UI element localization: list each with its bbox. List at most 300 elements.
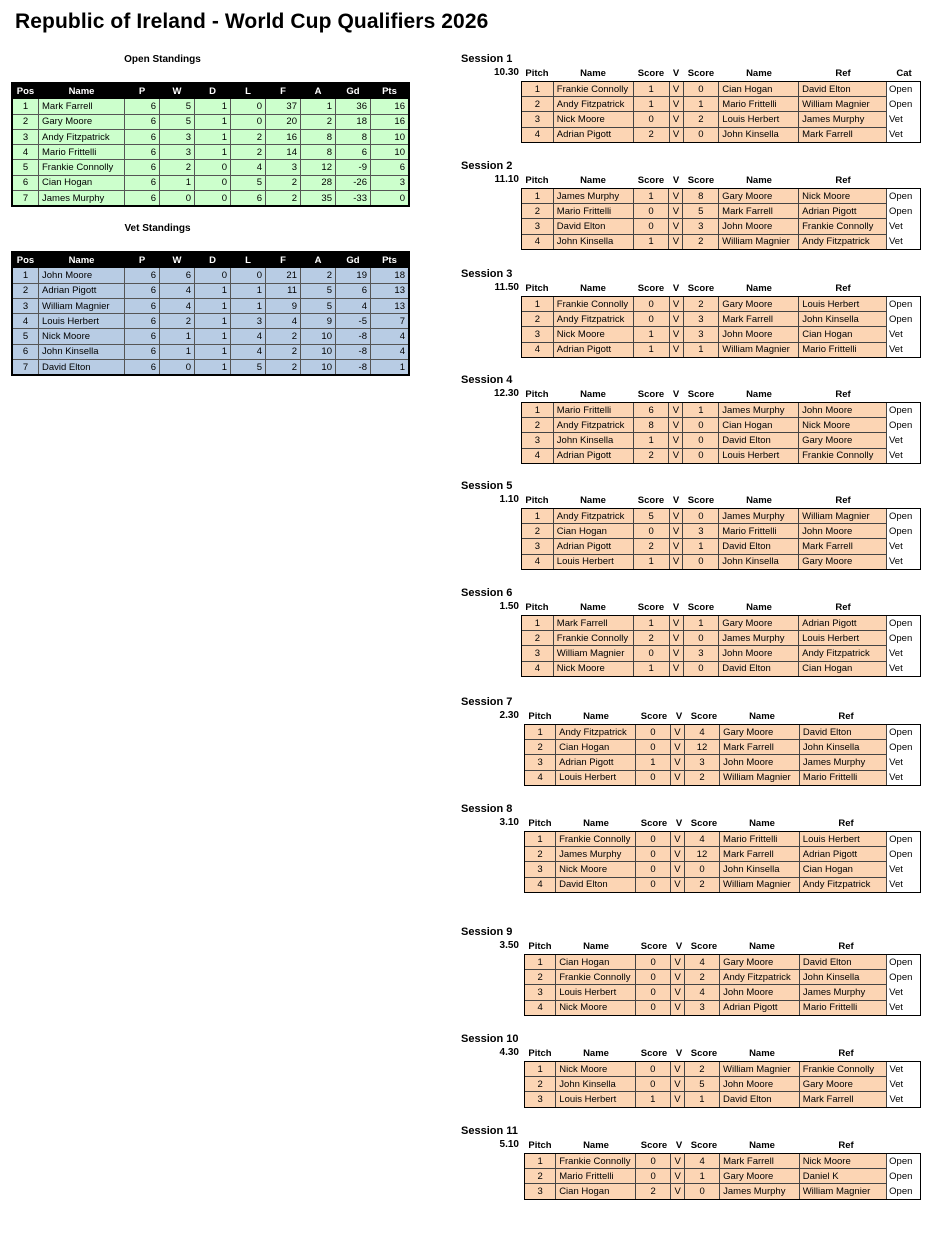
fixture-player-2: John Moore bbox=[720, 985, 800, 1000]
fixture-score-1: 0 bbox=[636, 1169, 671, 1184]
standings-cell-p: 6 bbox=[125, 298, 160, 313]
session-time: 1.10 bbox=[499, 494, 519, 505]
standings-cell-w: 4 bbox=[160, 283, 195, 298]
fixture-score-1: 0 bbox=[636, 862, 671, 877]
fixture-pitch: 3 bbox=[522, 327, 554, 342]
fixture-score-1: 0 bbox=[636, 985, 671, 1000]
fixture-referee: John Kinsella bbox=[799, 740, 886, 755]
fixture-pitch: 1 bbox=[522, 403, 554, 418]
fixture-score-1: 2 bbox=[633, 631, 669, 646]
fixture-score-2: 0 bbox=[685, 1184, 720, 1199]
fixture-score-1: 1 bbox=[633, 554, 669, 569]
fixture-versus: V bbox=[670, 862, 684, 877]
fixture-referee: John Kinsella bbox=[799, 970, 886, 985]
fixture-referee: Mark Farrell bbox=[799, 127, 887, 142]
standings-cell-pts: 13 bbox=[371, 298, 409, 313]
fixture-player-2: Gary Moore bbox=[719, 616, 799, 631]
session-block bbox=[461, 268, 921, 368]
standings-cell-d: 1 bbox=[195, 298, 231, 313]
fixture-header-ref: Ref bbox=[835, 602, 851, 613]
fixture-header-ref: Ref bbox=[835, 283, 851, 294]
fixture-category: Vet bbox=[887, 433, 921, 448]
standings-cell-name: Mario Frittelli bbox=[39, 145, 125, 160]
fixture-versus: V bbox=[670, 877, 684, 892]
standings-header-a: A bbox=[301, 253, 336, 268]
standings-cell-p: 6 bbox=[125, 329, 160, 344]
fixture-referee: Mario Frittelli bbox=[799, 342, 887, 357]
fixture-referee: Cian Hogan bbox=[799, 327, 887, 342]
fixture-score-2: 0 bbox=[683, 631, 719, 646]
fixture-player-2: William Magnier bbox=[720, 877, 800, 892]
fixture-player-2: James Murphy bbox=[719, 631, 799, 646]
standings-header-a: A bbox=[301, 84, 336, 99]
standings-cell-a: 12 bbox=[301, 160, 336, 175]
fixture-header-name2: Name bbox=[746, 175, 772, 186]
fixture-player-1: James Murphy bbox=[556, 847, 636, 862]
fixture-referee: Louis Herbert bbox=[799, 832, 886, 847]
fixture-row bbox=[522, 433, 921, 448]
fixture-player-2: David Elton bbox=[719, 539, 799, 554]
standings-cell-w: 4 bbox=[160, 298, 195, 313]
fixture-player-1: Adrian Pigott bbox=[553, 448, 633, 463]
standings-cell-gd: 6 bbox=[336, 283, 371, 298]
fixture-score-1: 0 bbox=[635, 1077, 670, 1092]
fixture-player-2: John Kinsella bbox=[719, 554, 799, 569]
fixture-header-score2: Score bbox=[687, 283, 715, 294]
fixture-referee: Cian Hogan bbox=[799, 661, 887, 676]
fixture-score-1: 0 bbox=[633, 312, 669, 327]
session-time: 5.10 bbox=[499, 1139, 519, 1150]
fixture-player-2: John Moore bbox=[720, 755, 800, 770]
fixture-player-1: Nick Moore bbox=[553, 661, 633, 676]
standings-header-name: Name bbox=[39, 84, 125, 99]
fixture-header-v: V bbox=[672, 389, 680, 400]
fixture-header-pitch: Pitch bbox=[525, 389, 549, 400]
session-time: 3.50 bbox=[499, 940, 519, 951]
fixture-versus: V bbox=[670, 847, 684, 862]
fixture-player-1: Louis Herbert bbox=[556, 770, 636, 785]
standings-cell-a: 2 bbox=[301, 268, 336, 283]
fixture-category: Vet bbox=[887, 862, 921, 877]
fixture-pitch: 4 bbox=[522, 661, 554, 676]
fixture-versus: V bbox=[669, 234, 683, 249]
fixture-header-name2: Name bbox=[746, 389, 772, 400]
fixture-score-2: 3 bbox=[683, 524, 719, 539]
fixture-row bbox=[522, 539, 921, 554]
standings-cell-name: Nick Moore bbox=[39, 329, 125, 344]
standings-cell-a: 8 bbox=[301, 129, 336, 144]
fixture-row bbox=[522, 509, 921, 524]
standings-cell-gd: -9 bbox=[336, 160, 371, 175]
open-standings-table bbox=[12, 83, 409, 206]
fixture-versus: V bbox=[669, 539, 683, 554]
fixture-versus: V bbox=[670, 832, 684, 847]
fixture-header-v: V bbox=[672, 175, 680, 186]
fixture-versus: V bbox=[669, 433, 683, 448]
fixture-category: Open bbox=[887, 725, 921, 740]
fixture-row bbox=[525, 1000, 921, 1015]
standings-header-gd: Gd bbox=[336, 253, 371, 268]
fixture-referee: James Murphy bbox=[799, 985, 886, 1000]
standings-cell-gd: -8 bbox=[336, 329, 371, 344]
fixture-header-cat: Cat bbox=[896, 68, 912, 79]
fixture-player-1: Adrian Pigott bbox=[553, 127, 633, 142]
fixture-score-1: 2 bbox=[633, 127, 669, 142]
fixture-referee: Gary Moore bbox=[799, 433, 887, 448]
fixture-header-name: Name bbox=[583, 711, 609, 722]
fixture-versus: V bbox=[669, 219, 683, 234]
fixture-pitch: 1 bbox=[525, 725, 556, 740]
fixture-pitch: 4 bbox=[522, 127, 554, 142]
standings-row bbox=[13, 268, 409, 283]
fixture-pitch: 1 bbox=[522, 509, 554, 524]
fixture-score-1: 0 bbox=[633, 646, 669, 661]
fixture-score-1: 2 bbox=[636, 1184, 671, 1199]
standings-cell-a: 28 bbox=[301, 175, 336, 190]
fixture-pitch: 3 bbox=[525, 985, 556, 1000]
fixture-row bbox=[522, 297, 921, 312]
fixture-versus: V bbox=[669, 448, 683, 463]
standings-row bbox=[13, 99, 409, 114]
standings-cell-pos: 5 bbox=[13, 329, 39, 344]
standings-cell-gd: 8 bbox=[336, 129, 371, 144]
standings-header-f: F bbox=[266, 253, 301, 268]
standings-cell-l: 4 bbox=[231, 344, 266, 359]
standings-cell-gd: -26 bbox=[336, 175, 371, 190]
fixture-row bbox=[522, 554, 921, 569]
fixture-versus: V bbox=[671, 1154, 685, 1169]
fixture-player-1: David Elton bbox=[556, 877, 636, 892]
fixtures-table bbox=[521, 615, 921, 677]
fixture-referee: Louis Herbert bbox=[799, 297, 887, 312]
fixture-score-2: 3 bbox=[684, 755, 719, 770]
fixture-category: Vet bbox=[887, 1092, 921, 1107]
fixture-row bbox=[522, 631, 921, 646]
fixture-row bbox=[522, 189, 921, 204]
session-block bbox=[461, 1125, 921, 1225]
fixture-referee: Mark Farrell bbox=[799, 539, 887, 554]
fixture-category: Vet bbox=[886, 327, 920, 342]
standings-cell-name: Mark Farrell bbox=[39, 99, 125, 114]
fixture-versus: V bbox=[670, 1092, 684, 1107]
fixture-player-2: John Moore bbox=[720, 1077, 800, 1092]
fixture-row bbox=[522, 234, 921, 249]
standings-row bbox=[13, 114, 409, 129]
fixture-referee: Andy Fitzpatrick bbox=[799, 646, 887, 661]
session-time: 11.50 bbox=[494, 282, 519, 293]
standings-cell-l: 1 bbox=[231, 283, 266, 298]
session-block bbox=[461, 480, 921, 580]
standings-cell-name: William Magnier bbox=[39, 298, 125, 313]
fixture-player-1: Andy Fitzpatrick bbox=[553, 312, 633, 327]
fixture-player-2: Mark Farrell bbox=[720, 847, 800, 862]
standings-row bbox=[13, 344, 409, 359]
fixture-player-2: William Magnier bbox=[719, 342, 799, 357]
fixture-player-1: Cian Hogan bbox=[556, 955, 636, 970]
fixture-header-ref: Ref bbox=[835, 175, 851, 186]
fixture-score-2: 2 bbox=[683, 297, 719, 312]
fixture-player-1: Frankie Connolly bbox=[556, 1154, 636, 1169]
fixture-score-2: 0 bbox=[683, 82, 719, 97]
fixture-score-2: 1 bbox=[683, 403, 719, 418]
session-block bbox=[461, 587, 921, 687]
standings-cell-pts: 10 bbox=[371, 129, 409, 144]
fixture-referee: Gary Moore bbox=[799, 1077, 887, 1092]
standings-row bbox=[13, 160, 409, 175]
fixture-versus: V bbox=[670, 1077, 684, 1092]
fixture-category: Vet bbox=[887, 1000, 921, 1015]
fixture-player-1: Louis Herbert bbox=[553, 554, 633, 569]
session-block bbox=[461, 803, 921, 903]
standings-cell-f: 16 bbox=[266, 129, 301, 144]
fixture-score-2: 2 bbox=[683, 112, 719, 127]
fixture-category: Open bbox=[887, 631, 921, 646]
fixture-category: Open bbox=[887, 403, 921, 418]
standings-cell-p: 6 bbox=[125, 191, 160, 206]
fixture-header-v: V bbox=[672, 495, 680, 506]
standings-cell-pts: 3 bbox=[371, 175, 409, 190]
fixture-player-1: Louis Herbert bbox=[556, 1092, 635, 1107]
fixture-pitch: 1 bbox=[522, 616, 554, 631]
fixture-header-pitch: Pitch bbox=[525, 602, 549, 613]
standings-cell-gd: 36 bbox=[336, 99, 371, 114]
standings-cell-w: 2 bbox=[160, 314, 195, 329]
fixture-referee: Frankie Connolly bbox=[799, 219, 887, 234]
standings-header-p: P bbox=[125, 253, 160, 268]
fixture-player-1: John Kinsella bbox=[556, 1077, 635, 1092]
standings-header-pts: Pts bbox=[371, 253, 409, 268]
fixture-header-name2: Name bbox=[749, 1140, 775, 1151]
standings-cell-f: 4 bbox=[266, 314, 301, 329]
standings-cell-l: 1 bbox=[231, 298, 266, 313]
fixture-player-2: David Elton bbox=[719, 661, 799, 676]
fixture-header-pitch: Pitch bbox=[528, 941, 552, 952]
fixture-score-2: 1 bbox=[683, 616, 719, 631]
standings-cell-a: 10 bbox=[301, 360, 336, 375]
fixture-header-name2: Name bbox=[749, 711, 775, 722]
standings-cell-f: 2 bbox=[266, 360, 301, 375]
fixture-player-1: Frankie Connolly bbox=[556, 832, 636, 847]
fixture-player-2: Gary Moore bbox=[720, 725, 800, 740]
fixture-header-score: Score bbox=[637, 68, 665, 79]
standings-cell-name: James Murphy bbox=[39, 191, 125, 206]
fixture-score-2: 2 bbox=[684, 1062, 719, 1077]
fixture-header-name: Name bbox=[580, 175, 606, 186]
fixture-pitch: 3 bbox=[522, 112, 554, 127]
standings-cell-pos: 5 bbox=[13, 160, 39, 175]
standings-cell-p: 6 bbox=[125, 360, 160, 375]
fixture-row bbox=[522, 204, 921, 219]
standings-cell-w: 0 bbox=[160, 360, 195, 375]
fixture-pitch: 4 bbox=[522, 342, 554, 357]
fixture-row bbox=[522, 342, 921, 357]
fixture-header-score: Score bbox=[637, 175, 665, 186]
fixture-player-2: David Elton bbox=[720, 1092, 800, 1107]
fixture-category: Vet bbox=[887, 448, 921, 463]
fixture-score-2: 4 bbox=[685, 985, 720, 1000]
fixture-header-score: Score bbox=[640, 1140, 668, 1151]
fixture-header-pitch: Pitch bbox=[528, 711, 552, 722]
standings-cell-p: 6 bbox=[125, 145, 160, 160]
fixture-category: Open bbox=[887, 616, 921, 631]
fixture-score-2: 0 bbox=[684, 862, 719, 877]
fixture-row bbox=[522, 403, 921, 418]
fixture-category: Vet bbox=[886, 112, 920, 127]
standings-cell-w: 2 bbox=[160, 160, 195, 175]
fixture-referee: Nick Moore bbox=[799, 418, 887, 433]
standings-cell-d: 1 bbox=[195, 344, 231, 359]
standings-header-w: W bbox=[160, 84, 195, 99]
fixture-pitch: 1 bbox=[525, 832, 556, 847]
standings-cell-d: 0 bbox=[195, 175, 231, 190]
fixture-versus: V bbox=[669, 631, 683, 646]
fixture-pitch: 2 bbox=[522, 97, 554, 112]
fixture-header-name: Name bbox=[580, 283, 606, 294]
fixture-player-1: Adrian Pigott bbox=[553, 539, 633, 554]
fixture-pitch: 2 bbox=[525, 740, 556, 755]
fixture-player-2: Mark Farrell bbox=[719, 204, 799, 219]
standings-cell-pos: 4 bbox=[13, 145, 39, 160]
fixture-player-1: Nick Moore bbox=[556, 1062, 635, 1077]
standings-row bbox=[13, 314, 409, 329]
fixture-row bbox=[522, 312, 921, 327]
fixture-pitch: 1 bbox=[525, 1062, 556, 1077]
fixture-pitch: 3 bbox=[522, 646, 554, 661]
standings-row bbox=[13, 329, 409, 344]
session-time: 10.30 bbox=[493, 67, 519, 78]
fixture-referee: James Murphy bbox=[799, 755, 886, 770]
fixture-category: Vet bbox=[886, 127, 920, 142]
fixture-score-1: 0 bbox=[633, 112, 669, 127]
fixture-score-2: 2 bbox=[683, 234, 719, 249]
standings-cell-a: 10 bbox=[301, 344, 336, 359]
session-time: 3.10 bbox=[499, 817, 519, 828]
fixture-category: Open bbox=[887, 418, 921, 433]
standings-cell-gd: 19 bbox=[336, 268, 371, 283]
fixture-header-pitch: Pitch bbox=[525, 175, 549, 186]
fixture-pitch: 2 bbox=[522, 418, 554, 433]
fixture-player-1: Adrian Pigott bbox=[556, 755, 636, 770]
standings-cell-f: 2 bbox=[266, 175, 301, 190]
fixture-score-2: 3 bbox=[683, 312, 719, 327]
fixture-category: Open bbox=[886, 82, 920, 97]
fixture-player-2: William Magnier bbox=[719, 234, 799, 249]
standings-cell-gd: -8 bbox=[336, 344, 371, 359]
fixture-header-score: Score bbox=[640, 941, 668, 952]
standings-row bbox=[13, 129, 409, 144]
fixture-player-1: Andy Fitzpatrick bbox=[553, 97, 633, 112]
fixtures-table bbox=[524, 831, 921, 893]
fixture-score-2: 3 bbox=[683, 219, 719, 234]
fixture-header-name: Name bbox=[580, 602, 606, 613]
fixture-versus: V bbox=[669, 312, 683, 327]
standings-cell-f: 9 bbox=[266, 298, 301, 313]
session-time: 2.30 bbox=[499, 710, 519, 721]
fixture-player-1: Andy Fitzpatrick bbox=[553, 509, 633, 524]
fixture-referee: John Moore bbox=[799, 403, 887, 418]
fixture-row bbox=[522, 82, 921, 97]
fixture-row bbox=[525, 1062, 921, 1077]
fixture-header-ref: Ref bbox=[835, 389, 851, 400]
fixture-pitch: 4 bbox=[522, 554, 554, 569]
fixture-row bbox=[525, 1077, 921, 1092]
standings-cell-pts: 1 bbox=[371, 360, 409, 375]
fixture-pitch: 1 bbox=[522, 189, 554, 204]
standings-cell-w: 1 bbox=[160, 344, 195, 359]
standings-cell-name: Frankie Connolly bbox=[39, 160, 125, 175]
fixture-score-1: 0 bbox=[633, 524, 669, 539]
fixture-pitch: 2 bbox=[522, 524, 554, 539]
standings-cell-name: John Moore bbox=[39, 268, 125, 283]
session-label: Session 7 bbox=[461, 696, 513, 708]
fixture-player-2: Mark Farrell bbox=[719, 312, 799, 327]
standings-cell-pos: 6 bbox=[13, 175, 39, 190]
fixture-score-2: 0 bbox=[683, 554, 719, 569]
session-label: Session 11 bbox=[461, 1125, 518, 1137]
standings-cell-p: 6 bbox=[125, 268, 160, 283]
fixture-header-score: Score bbox=[640, 1048, 668, 1059]
fixture-category: Vet bbox=[887, 554, 921, 569]
fixture-score-1: 2 bbox=[633, 539, 669, 554]
fixture-category: Vet bbox=[887, 539, 921, 554]
fixture-category: Vet bbox=[886, 342, 920, 357]
fixture-header-pitch: Pitch bbox=[528, 1140, 552, 1151]
standings-cell-f: 2 bbox=[266, 344, 301, 359]
fixture-versus: V bbox=[669, 524, 683, 539]
fixture-player-2: Mario Frittelli bbox=[720, 832, 800, 847]
standings-cell-gd: 6 bbox=[336, 145, 371, 160]
fixture-versus: V bbox=[669, 297, 683, 312]
standings-cell-l: 5 bbox=[231, 360, 266, 375]
standings-cell-p: 6 bbox=[125, 314, 160, 329]
standings-cell-gd: 18 bbox=[336, 114, 371, 129]
fixture-pitch: 4 bbox=[525, 1000, 556, 1015]
session-label: Session 2 bbox=[461, 160, 513, 172]
fixture-player-1: Mario Frittelli bbox=[556, 1169, 636, 1184]
fixture-pitch: 2 bbox=[525, 1077, 556, 1092]
fixtures-table bbox=[524, 724, 921, 786]
fixture-score-1: 8 bbox=[633, 418, 669, 433]
fixture-category: Open bbox=[886, 312, 920, 327]
fixture-versus: V bbox=[669, 403, 683, 418]
standings-header-d: D bbox=[195, 84, 231, 99]
fixture-score-2: 4 bbox=[684, 832, 719, 847]
fixture-player-1: Nick Moore bbox=[553, 327, 633, 342]
standings-cell-pos: 2 bbox=[13, 114, 39, 129]
fixture-row bbox=[525, 832, 921, 847]
fixture-row bbox=[525, 847, 921, 862]
fixture-header-score: Score bbox=[640, 711, 668, 722]
fixture-header-ref: Ref bbox=[835, 68, 851, 79]
fixture-row bbox=[522, 418, 921, 433]
fixture-score-1: 0 bbox=[636, 832, 671, 847]
fixture-pitch: 3 bbox=[525, 862, 556, 877]
fixture-score-1: 1 bbox=[635, 755, 670, 770]
fixture-score-2: 5 bbox=[684, 1077, 719, 1092]
fixture-referee: William Magnier bbox=[799, 1184, 886, 1199]
standings-cell-f: 3 bbox=[266, 160, 301, 175]
fixture-header-ref: Ref bbox=[838, 711, 854, 722]
fixtures-table bbox=[524, 1153, 921, 1200]
fixture-row bbox=[522, 127, 921, 142]
standings-cell-f: 21 bbox=[266, 268, 301, 283]
fixture-referee: Andy Fitzpatrick bbox=[799, 877, 886, 892]
standings-header-f: F bbox=[266, 84, 301, 99]
standings-cell-d: 0 bbox=[195, 268, 231, 283]
fixture-header-name: Name bbox=[580, 68, 606, 79]
fixture-versus: V bbox=[669, 189, 683, 204]
fixture-category: Vet bbox=[887, 770, 921, 785]
